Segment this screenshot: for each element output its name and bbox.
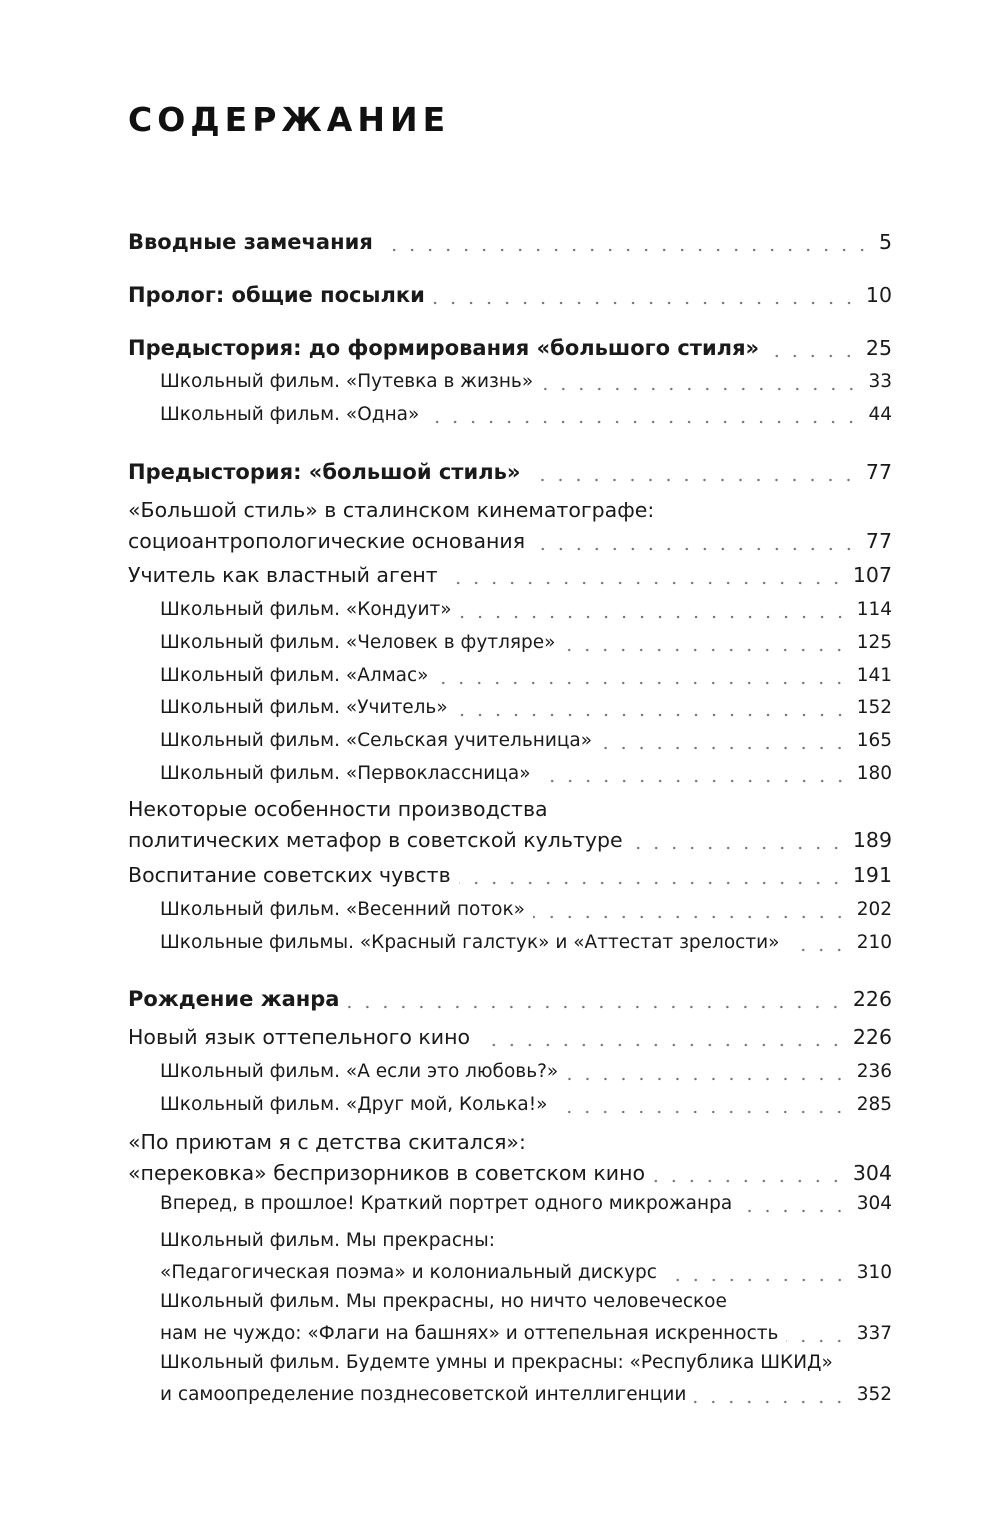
toc-entry-title-line: «Большой стиль» в сталинском кинематографе: [128, 498, 655, 522]
toc-entry [0, 626, 1000, 659]
dot-leader [653, 1157, 845, 1190]
toc-entry [0, 691, 1000, 724]
toc-page-number: 5 [878, 230, 892, 254]
dot-leader [694, 1378, 848, 1411]
toc-entry [0, 1187, 1000, 1220]
toc-page-number: 125 [856, 632, 892, 653]
toc-page-number: 191 [852, 863, 892, 887]
toc-page-number: 114 [856, 599, 892, 620]
toc-entry-title: политических метафор в советской культуре [128, 828, 623, 852]
toc-page-number: 33 [868, 371, 892, 392]
toc-entry-title: Школьный фильм. «А если это любовь?» [160, 1061, 559, 1082]
dot-leader [563, 626, 848, 659]
toc-entry-title: Школьный фильм. «Сельская учительница» [160, 730, 593, 751]
toc-page-number: 304 [856, 1193, 892, 1214]
toc-entry [0, 495, 1000, 558]
toc-page-number: 10 [865, 283, 892, 307]
toc-entry [0, 893, 1000, 926]
toc-entry [0, 757, 1000, 790]
dot-leader [528, 456, 857, 489]
toc-entry [0, 794, 1000, 857]
toc-entry [0, 456, 1000, 489]
page-title: СОДЕРЖАНИЕ [128, 100, 451, 139]
dot-leader [767, 332, 858, 365]
dot-leader [541, 365, 860, 398]
dot-leader [555, 1088, 848, 1121]
toc-entry [0, 226, 1000, 259]
toc-entry [0, 365, 1000, 398]
toc-entry-title: Школьные фильмы. «Красный галстук» и «Аттестат зрелости» [160, 932, 780, 953]
toc-entry-title: Пролог: общие посылки [128, 283, 425, 307]
toc-entry [0, 1055, 1000, 1088]
toc-entry [0, 983, 1000, 1016]
dot-leader [460, 593, 849, 626]
dot-leader [478, 1021, 845, 1054]
toc-entry [0, 1021, 1000, 1054]
toc-entry-title: «перековка» беспризорников в советском кино [128, 1161, 646, 1185]
toc-entry-title: Вперед, в прошлое! Краткий портрет одного микрожанра [160, 1193, 733, 1214]
toc-entry-title: Учитель как властный агент [128, 563, 438, 587]
toc-page-number: 25 [865, 336, 892, 360]
toc-page-number: 180 [856, 763, 892, 784]
dot-leader [600, 724, 849, 757]
dot-leader [533, 893, 849, 926]
toc-entry-title-line: Школьный фильм. Будемте умны и прекрасны: «Республика ШКИД» [160, 1352, 833, 1373]
dot-leader [631, 824, 845, 857]
dot-leader [456, 691, 849, 724]
toc-page-number: 285 [856, 1094, 892, 1115]
toc-entry [0, 559, 1000, 592]
dot-leader [446, 559, 845, 592]
toc-page-number: 304 [852, 1161, 892, 1185]
toc-entry-title: Школьный фильм. «Алмас» [160, 665, 429, 686]
toc-page-number: 152 [856, 697, 892, 718]
toc-entry [0, 659, 1000, 692]
toc-entry-title: Школьный фильм. «Человек в футляре» [160, 632, 556, 653]
toc-entry [0, 1226, 1000, 1289]
toc-page-number: 226 [852, 987, 892, 1011]
toc-page-number: 202 [856, 899, 892, 920]
toc-entry [0, 332, 1000, 365]
toc-page-number: 352 [856, 1384, 892, 1405]
toc-page-number: 310 [856, 1262, 892, 1283]
toc-page-number: 189 [852, 828, 892, 852]
toc-entry-title-line: Некоторые особенности производства [128, 797, 548, 821]
toc-entry-title: нам не чуждо: «Флаги на башнях» и оттепельная искренность [160, 1323, 779, 1344]
toc-entry [0, 926, 1000, 959]
toc-entry-title-line: Школьный фильм. Мы прекрасны: [160, 1230, 495, 1251]
toc-page-number: 165 [856, 730, 892, 751]
dot-leader [459, 859, 845, 892]
toc-entry-title: Школьный фильм. «Кондуит» [160, 599, 452, 620]
dot-leader [786, 1317, 848, 1350]
toc-page-number: 141 [856, 665, 892, 686]
dot-leader [539, 757, 849, 790]
toc-entry-title-line: Школьный фильм. Мы прекрасны, но ничто человеческое [160, 1291, 727, 1312]
toc-page-number: 210 [856, 932, 892, 953]
toc-entry [0, 724, 1000, 757]
toc-page-number: 44 [868, 404, 892, 425]
dot-leader [740, 1187, 849, 1220]
toc-entry-title: Вводные замечания [128, 230, 373, 254]
toc-entry [0, 1127, 1000, 1190]
toc-page-number: 107 [852, 563, 892, 587]
toc-entry-title: Воспитание советских чувств [128, 863, 451, 887]
toc-entry [0, 859, 1000, 892]
dot-leader [433, 279, 858, 312]
toc-entry-title: Школьный фильм. «Весенний поток» [160, 899, 525, 920]
toc-entry [0, 593, 1000, 626]
toc-entry [0, 1348, 1000, 1411]
toc-entry-title: Новый язык оттепельного кино [128, 1025, 471, 1049]
dot-leader [533, 525, 858, 558]
toc-entry-title: Школьный фильм. «Одна» [160, 404, 420, 425]
dot-leader [427, 398, 860, 431]
toc-entry-title: Рождение жанра [128, 987, 340, 1011]
dot-leader [381, 226, 871, 259]
toc-page-number: 337 [856, 1323, 892, 1344]
toc-entry [0, 398, 1000, 431]
toc-page-number: 77 [865, 460, 892, 484]
toc-entry-title: Предыстория: до формирования «большого стиля» [128, 336, 760, 360]
dot-leader [436, 659, 848, 692]
toc-entry-title: Школьный фильм. «Учитель» [160, 697, 448, 718]
dot-leader [347, 983, 844, 1016]
toc-page-number: 226 [852, 1025, 892, 1049]
toc-entry-title: и самоопределение позднесоветской интеллигенции [160, 1384, 687, 1405]
toc-page-number: 77 [865, 529, 892, 553]
toc-entry-title: Школьный фильм. «Друг мой, Колька!» [160, 1094, 548, 1115]
dot-leader [787, 926, 848, 959]
toc-entry-title-line: «По приютам я с детства скитался»: [128, 1130, 526, 1154]
toc-page-number: 236 [856, 1061, 892, 1082]
toc-entry-title: Школьный фильм. «Путевка в жизнь» [160, 371, 534, 392]
toc-entry [0, 279, 1000, 312]
toc-entry [0, 1287, 1000, 1350]
toc-entry-title: социоантропологические основания [128, 529, 526, 553]
toc-entry-title: Предыстория: «большой стиль» [128, 460, 521, 484]
dot-leader [665, 1256, 849, 1289]
dot-leader [566, 1055, 848, 1088]
toc-entry-title: Школьный фильм. «Первоклассница» [160, 763, 531, 784]
toc-entry-title: «Педагогическая поэма» и колониальный дискурс [160, 1262, 657, 1283]
toc-entry [0, 1088, 1000, 1121]
